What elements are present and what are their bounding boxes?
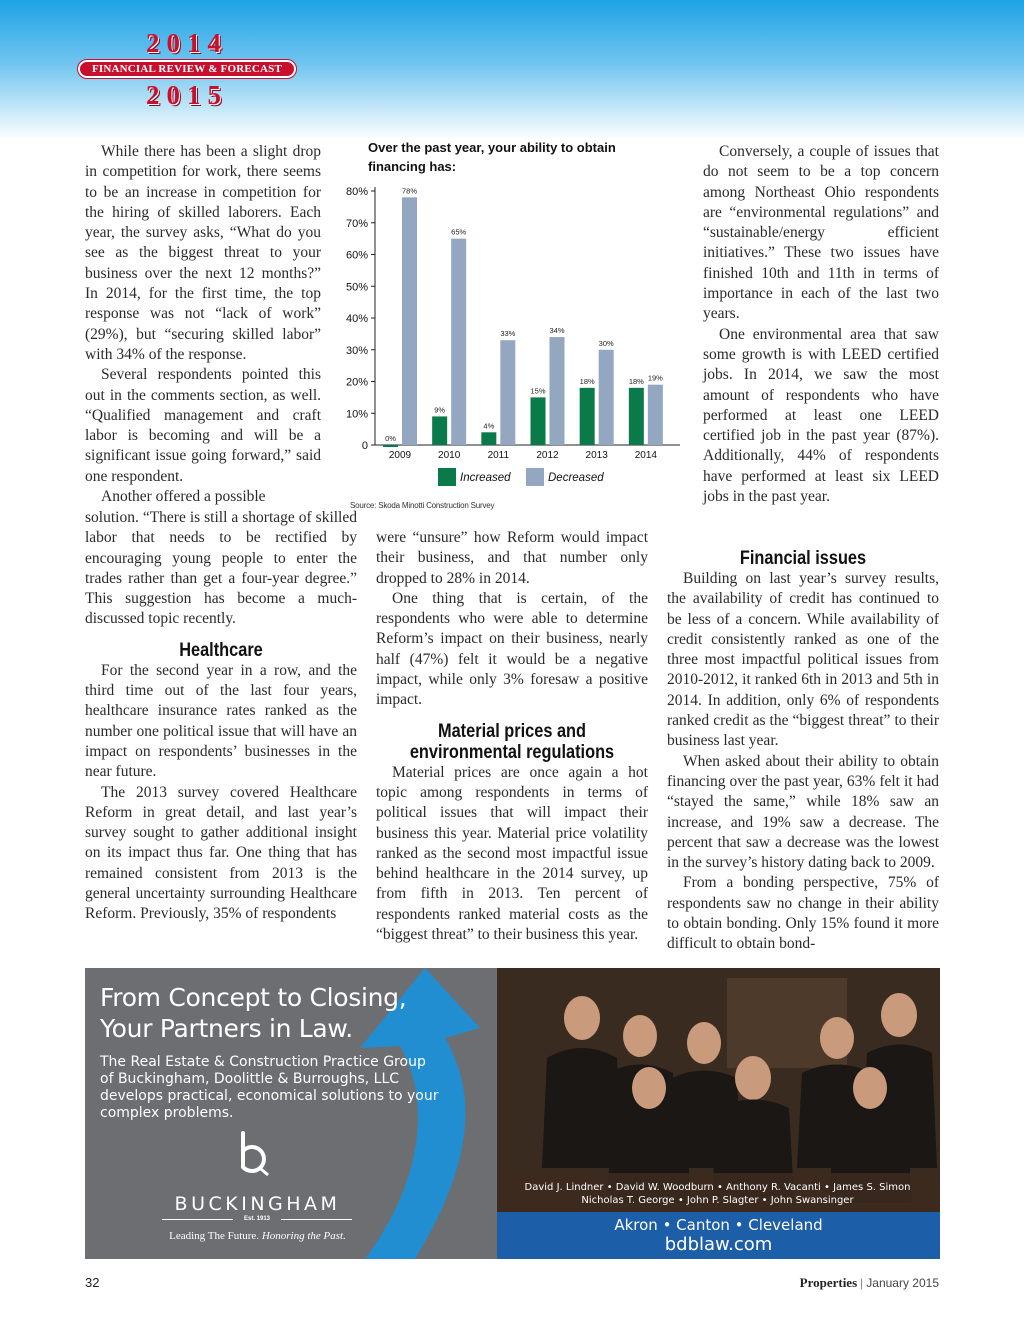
data-label: 19% xyxy=(647,373,663,383)
data-label: 33% xyxy=(500,329,516,339)
logo-ribbon: FINANCIAL REVIEW & FORECAST xyxy=(78,60,296,78)
y-tick-label: 80% xyxy=(345,186,368,198)
magazine-name: Properties xyxy=(799,1275,858,1290)
x-tick-label: 2010 xyxy=(438,450,461,461)
data-label: 18% xyxy=(628,376,644,386)
page-number: 32 xyxy=(85,1275,100,1290)
bar-decreased xyxy=(451,239,466,445)
data-label: 65% xyxy=(451,227,467,237)
paragraph: When asked about their ability to obtain financing over the past year, 63% felt it had “stayed the same,” while 18% saw an increase, and 19% saw a decrease. The percent that saw a decrease was the lowest in the survey’s history dating back to 2009. xyxy=(667,752,939,872)
footer-separator: | xyxy=(860,1275,864,1290)
paragraph: One thing that is certain, of the respondents who were able to determine Reform’s impact on their business, nearly half (47%) felt it would be a negative impact, while only 3% foresaw a positive impact. xyxy=(376,589,648,709)
x-tick-label: 2011 xyxy=(487,450,510,461)
bar-increased xyxy=(531,397,546,445)
ad-tagline xyxy=(160,1230,355,1242)
paragraph: For the second year in a row, and the third time out of the last four years, healthcare insurance rates ranked as the number one political issue that will have an impact on respondents’ businesses in the near future. xyxy=(85,661,357,781)
bar-decreased xyxy=(500,340,515,445)
paragraph: Material prices are once again a hot topic among respondents in terms of political issues that will impact their business this year. Material price volatility ranked as the second most impactful issue behind healthcare in the 2014 survey, up from fifth in 2013. Ten percent of respondents ranked material costs as the “biggest threat” to their business this year. xyxy=(376,763,648,944)
data-label: 34% xyxy=(549,326,565,336)
chart-title: Over the past year, your ability to obtain financing has: xyxy=(368,140,616,174)
paragraph: The 2013 survey covered Healthcare Reform in great detail, and last year’s survey sought to gather additional insight on its impact thus far. One thing that has remained consistent from 2013 is the general uncertainty surrounding Healthcare Reform. Previously, 35% of respondents xyxy=(85,783,357,923)
article-column-1 xyxy=(85,142,321,507)
y-tick-label: 20% xyxy=(345,376,368,389)
buckingham-b-logo-icon xyxy=(235,1131,275,1181)
legend-label-decreased: Decreased xyxy=(548,472,604,484)
ad-attorney-names xyxy=(495,1181,940,1207)
data-label: 30% xyxy=(598,338,614,348)
ad-headline-line-1: From Concept to Closing, xyxy=(100,983,407,1012)
article-column-1-lower xyxy=(85,508,357,925)
financial-heading: Financial issues xyxy=(739,548,867,569)
data-label: 78% xyxy=(401,186,418,196)
legend-label-increased: Increased xyxy=(460,472,511,484)
names-line-2: Nicholas T. George • John P. Slagter • John Swansinger xyxy=(581,1195,854,1206)
material-heading: Material prices and environmental regulations xyxy=(409,720,615,763)
ad-headline-line-2: Your Partners in Law. xyxy=(100,1014,353,1043)
paragraph: solution. “There is still a shortage of skilled labor that needs to be rectified by encouraging young people to enter the trades rather than get a four-year degree.” This suggestion has become a much-discussed topic recently. xyxy=(85,509,357,628)
legend-swatch-decreased xyxy=(526,468,544,486)
article-column-3 xyxy=(703,142,939,507)
y-tick-label: 40% xyxy=(345,313,368,325)
law-firm-advertisement xyxy=(85,968,940,1259)
healthcare-heading: Healthcare xyxy=(179,639,263,661)
logo-year-top: 2014 xyxy=(146,28,228,58)
review-forecast-logo xyxy=(78,28,296,110)
tagline-plain: Leading The Future. xyxy=(169,1230,262,1242)
paragraph: Another offered a possible xyxy=(101,488,266,506)
chart-source: Source: Skoda Minotti Construction Survey xyxy=(350,501,495,510)
ad-website-link[interactable]: bdblaw.com xyxy=(664,1234,773,1255)
paragraph: Conversely, a couple of issues that do not seem to be a top concern among Northeast Ohio respondents are “environmental regulations” and “sustainable/energy efficient initiatives.” These two issues have finished 10th and 11th in terms of importance in each of the last two years. xyxy=(703,143,939,323)
ad-body-text: The Real Estate & Construction Practice Group of Buckingham, Doolittle & Burroughs, LLC develops practical, economical solutions to your complex problems. xyxy=(100,1054,439,1121)
ad-established: Est. 1913 xyxy=(233,1216,281,1222)
y-tick-label: 60% xyxy=(345,249,368,262)
paragraph: Building on last year’s survey results, the availability of credit has continued to be less of a concern. While availability of credit consistently ranked as one of the three most impactful political issues from 2010-2012, it ranked 6th in 2013 and 5th in 2014. In addition, only 6% of respondents ranked credit as the “biggest threat” to their business last year. xyxy=(667,570,939,750)
x-tick-label: 2009 xyxy=(388,450,412,461)
data-label: 0% xyxy=(385,434,396,443)
tagline-italic: Honoring the Past. xyxy=(261,1230,346,1242)
bar-decreased xyxy=(648,385,663,445)
photo-silhouettes xyxy=(497,968,940,1213)
bar-decreased xyxy=(599,350,614,445)
y-tick-label: 0 xyxy=(361,440,368,452)
x-tick-label: 2014 xyxy=(634,450,657,461)
data-label: 4% xyxy=(483,421,495,431)
attorneys-group-photo xyxy=(497,968,940,1213)
y-tick-label: 50% xyxy=(345,281,368,294)
ad-office-cities: Akron • Canton • Cleveland xyxy=(614,1216,823,1234)
names-line-1: David J. Lindner • David W. Woodburn • Anthony R. Vacanti • James S. Simon xyxy=(524,1182,911,1193)
data-label: 9% xyxy=(434,405,446,415)
bar-decreased xyxy=(402,197,417,445)
article-column-2 xyxy=(376,528,648,945)
x-tick-label: 2012 xyxy=(536,450,559,461)
ad-contact-band xyxy=(497,1212,940,1259)
magazine-footer xyxy=(800,1275,939,1291)
bar-increased xyxy=(432,416,447,445)
paragraph: While there has been a slight drop in competition for work, there seems to be an increase in competition for the hiring of skilled laborers. Each year, the survey asks, “What do you see as the biggest threat to your business over the next 12 months?” In 2014, for the first time, the top response was not “lack of work” (29%), but “securing skilled labor” with 34% of the response. xyxy=(85,143,321,363)
issue-date: January 2015 xyxy=(866,1276,939,1290)
bar-increased xyxy=(383,445,398,447)
y-tick-label: 30% xyxy=(345,344,368,357)
y-tick-label: 70% xyxy=(345,217,368,230)
bar-increased xyxy=(580,388,595,445)
ad-firm-name: BUCKINGHAM xyxy=(174,1193,341,1215)
y-tick-label: 10% xyxy=(345,408,368,421)
paragraph: One environmental area that saw some growth is with LEED certified jobs. In 2014, we saw the most amount of respondents who have performed at least one LEED certified job in the past year (87%). Additionally, 44% of respondents have performed at least six LEED jobs in the past year. xyxy=(703,325,939,506)
financing-chart xyxy=(340,135,690,515)
paragraph: From a bonding perspective, 75% of respondents saw no change in their ability to obtain bonding. Only 15% found it more difficult to obtain bond- xyxy=(667,874,939,953)
article-column-3-lower xyxy=(667,548,939,955)
ad-headline xyxy=(100,982,440,1044)
x-tick-label: 2013 xyxy=(585,450,608,461)
paragraph: Several respondents pointed this out in the comments section, as well. “Qualified management and craft labor is becoming and will be a significant issue going forward,” said one respondent. xyxy=(85,366,321,485)
logo-year-bottom: 2015 xyxy=(146,80,228,110)
legend-swatch-increased xyxy=(438,468,456,486)
bar-decreased xyxy=(550,337,565,445)
bar-increased xyxy=(629,388,644,445)
chart-canvas xyxy=(340,135,690,515)
paragraph: were “unsure” how Reform would impact their business, and that number only dropped to 28% in 2014. xyxy=(376,529,648,587)
bar-increased xyxy=(481,432,496,445)
data-label: 15% xyxy=(530,386,546,396)
data-label: 18% xyxy=(579,376,595,386)
